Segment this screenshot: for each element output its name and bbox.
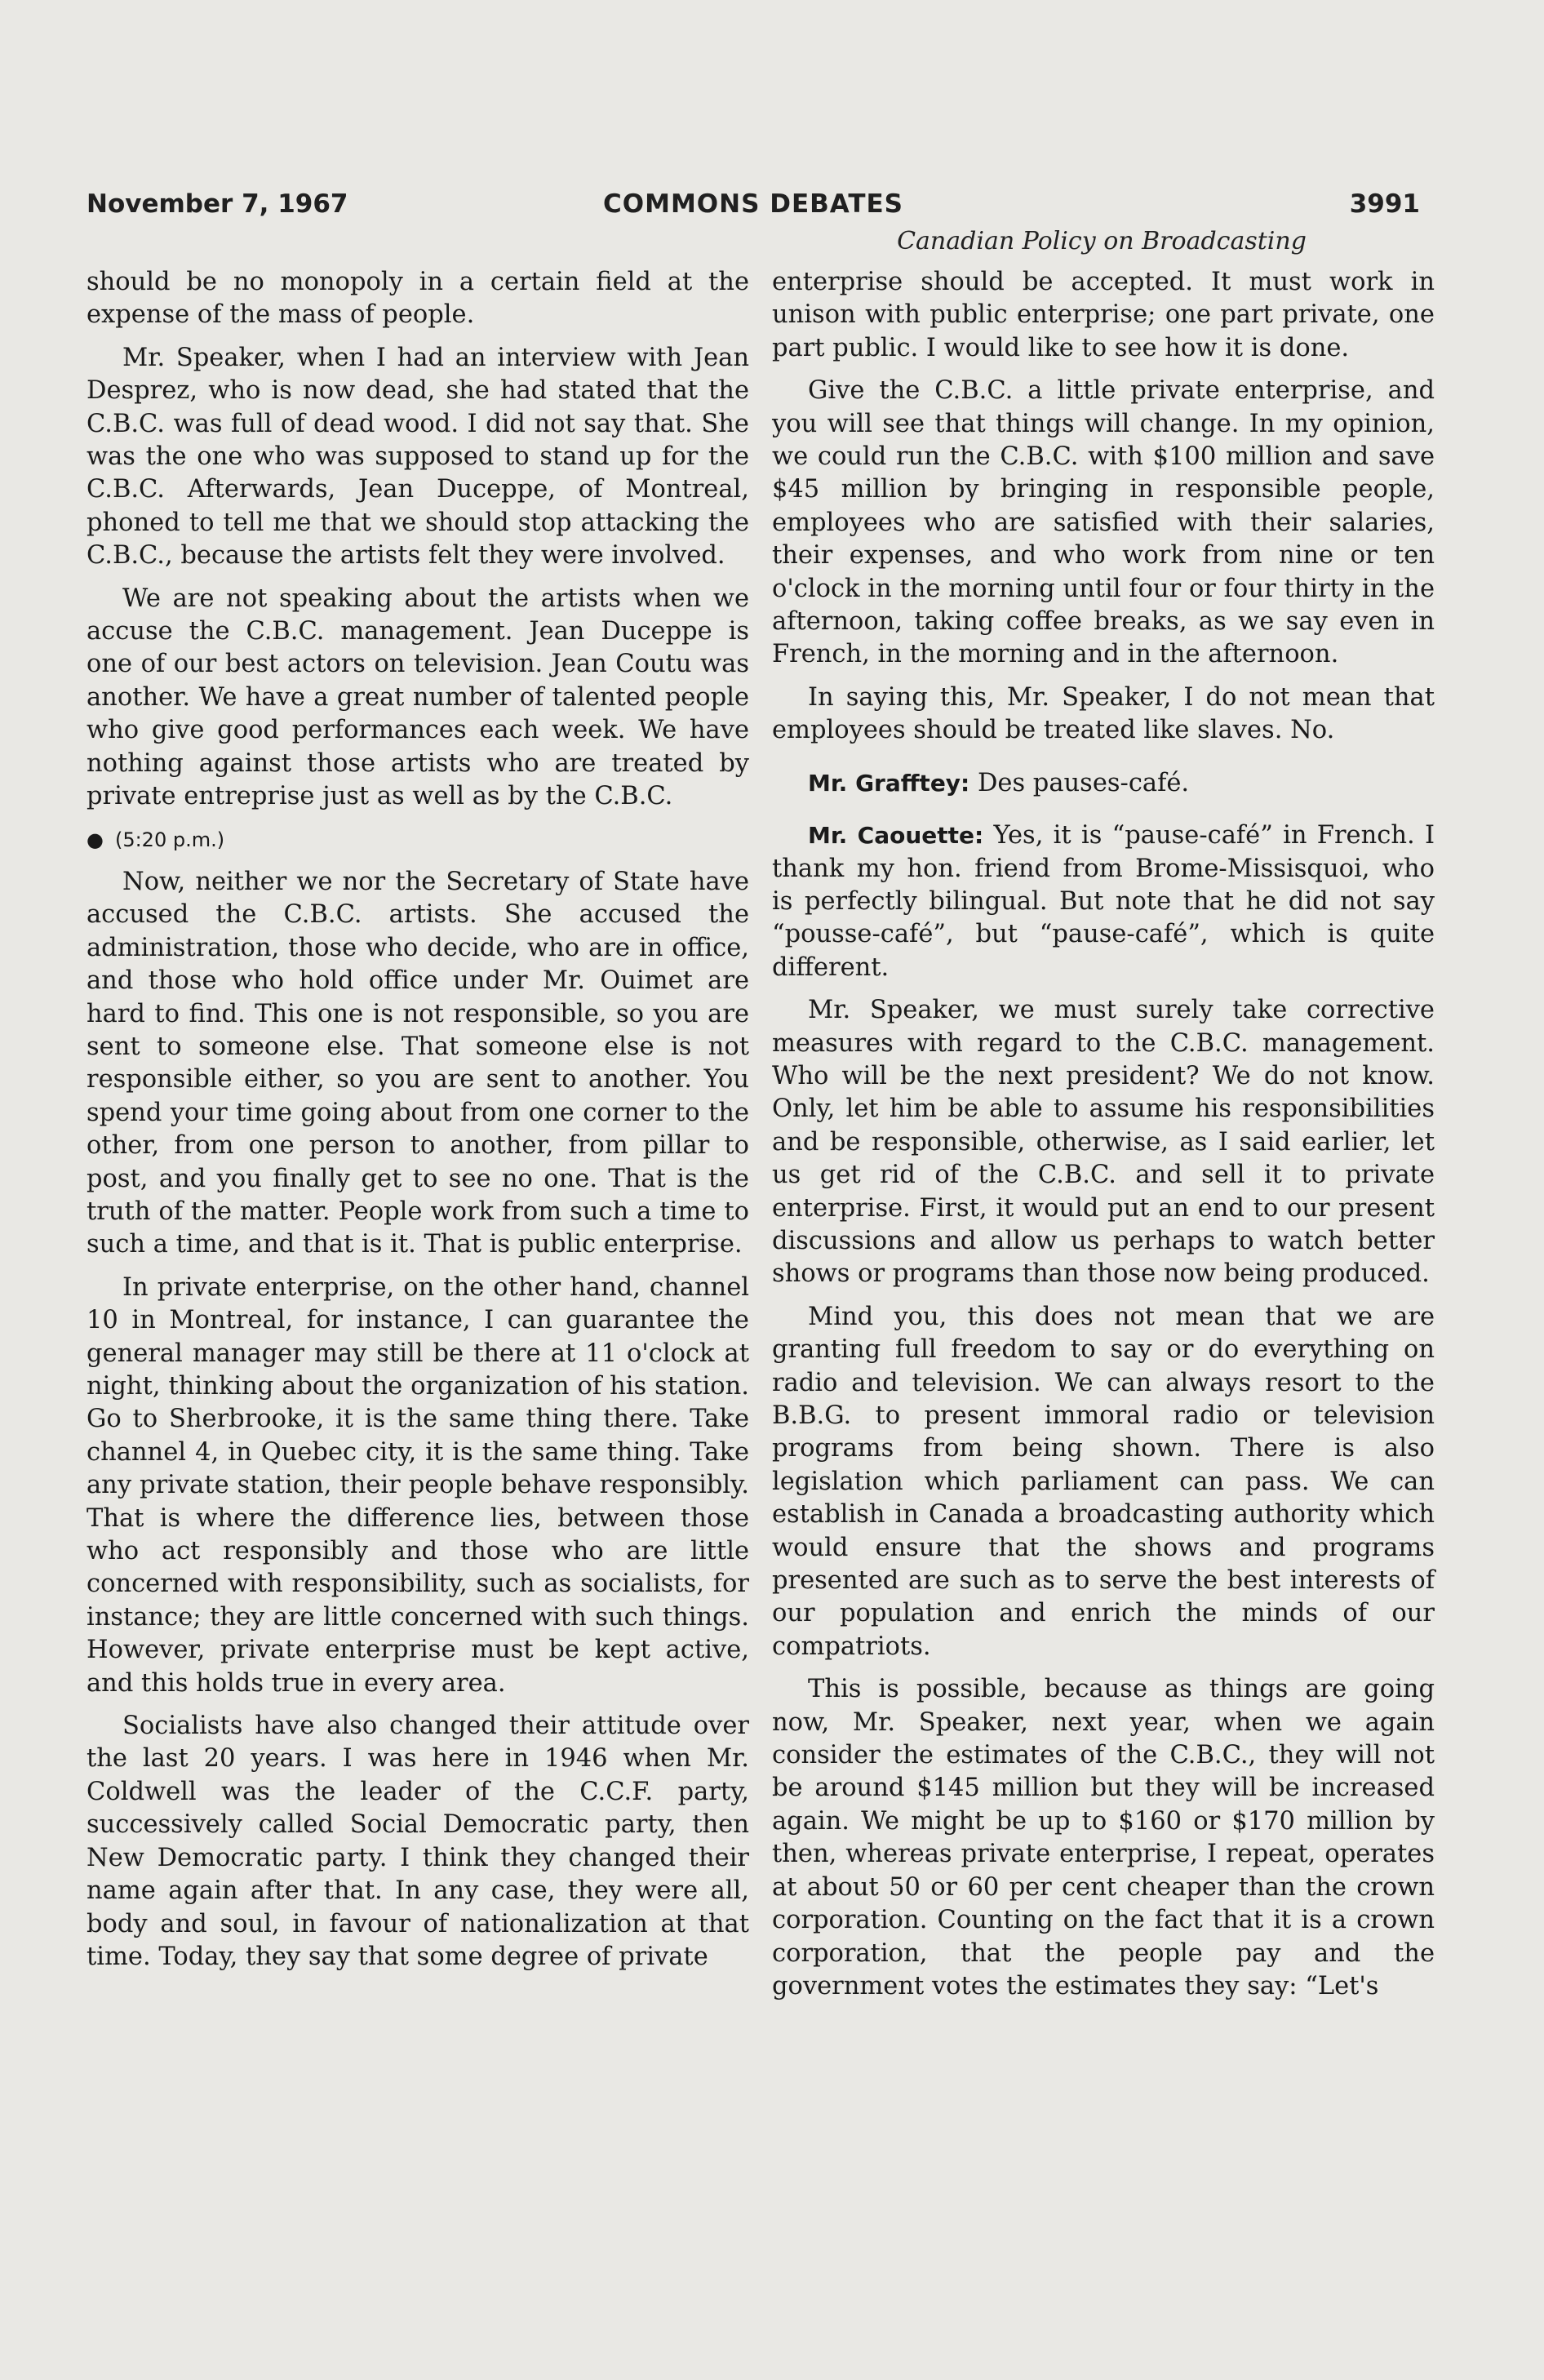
speaker-name-grafftey: Mr. Grafftey:: [808, 769, 970, 797]
header-page-number: 3991: [1349, 189, 1420, 219]
right-paragraph-5: [772, 819, 1435, 984]
left-paragraph-4: Now, neither we nor the Secretary of State have accused the C.B.C. artists. She accused the administration, those who decide, who are in office, and those who hold office under Mr. Ouimet are hard to find. This one is not responsible, so you are sent to someone else. That someone else is not responsible either, so you are sent to another. You spend your time going about from one corner to the other, from one person to another, from pillar to post, and you finally get to see no one. That is the truth of the matter. People work from such a time to such a time, and that is it. That is public enterprise.: [87, 867, 749, 1259]
header-date: November 7, 1967: [87, 189, 348, 219]
left-paragraph-1: should be no monopoly in a certain field at the expense of the mass of people.: [87, 268, 749, 330]
right-paragraph-4: [772, 767, 1435, 800]
left-paragraph-5: In private enterprise, on the other hand, channel 10 in Montreal, for instance, I can guarantee the general manager may still be there at 11 o'clock at night, thinking about the organization of his station. Go to Sherbrooke, it is the same thing there. Take channel 4, in Quebec city, it is the same thing. Take any private station, their people behave responsibly. That is where the difference lies, between those who act responsibly and those who are little concerned with responsibility, such as socialists, for instance; they are little concerned with such things. However, private enterprise must be kept active, and this holds true in every area.: [87, 1272, 749, 1698]
header-title: COMMONS DEBATES: [603, 189, 903, 219]
right-paragraph-3: In saying this, Mr. Speaker, I do not mean that employees should be treated like slaves. No.: [772, 682, 1435, 745]
right-paragraph-6: Mr. Speaker, we must surely take corrective measures with regard to the C.B.C. management. Who will be the next president? We do not know. Only, let him be able to assume his responsibilities and be responsible, otherwise, as I said earlier, let us get rid of the C.B.C. and sell it to private enterprise. First, it would put an end to our present discussions and allow us perhaps to watch better shows or programs than those now being produced.: [772, 996, 1435, 1289]
right-paragraph-8: This is possible, because as things are going now, Mr. Speaker, next year, when we again consider the estimates of the C.B.C., they will not be around $145 million but they will be increased again. We might be up to $160 or $170 million by then, whereas private enterprise, I repeat, operates at about 50 or 60 per cent cheaper than the crown corporation. Counting on the fact that it is a crown corporation, that the people pay and the government votes the estimates they say: “Let's: [772, 1675, 1435, 2000]
right-paragraph-7: Mind you, this does not mean that we are granting full freedom to say or do everything on radio and television. We can always resort to the B.B.G. to present immoral radio or television programs from being shown. There is also legislation which parliament can pass. We can establish in Canada a broadcasting authority which would ensure that the shows and programs presented are such as to serve the best interests of our population and enrich the minds of our compatriots.: [772, 1302, 1435, 1661]
timestamp-text: (5:20 p.m.): [114, 828, 225, 851]
page-header: [87, 189, 1420, 229]
speaker-name-caouette: Mr. Caouette:: [808, 822, 984, 850]
timestamp-marker: [87, 824, 749, 856]
section-subtitle: Canadian Policy on Broadcasting: [897, 227, 1307, 255]
right-paragraph-2: Give the C.B.C. a little private enterprise, and you will see that things will change. In my opinion, we could run the C.B.C. with $100 million and save $45 million by bringing in responsible people, employees who are satisfied with their salaries, their expenses, and who work from nine or ten o'clock in the morning until four or four thirty in the afternoon, taking coffee breaks, as we say even in French, in the morning and in the afternoon.: [772, 376, 1435, 669]
speech-caouette: Yes, it is “pause-café” in French. I thank my hon. friend from Brome-Missisquoi, who is perfectly bilingual. But note that he did not say “pousse-café”, but “pause-café”, which is quite different.: [772, 821, 1435, 982]
left-paragraph-3: We are not speaking about the artists when we accuse the C.B.C. management. Jean Duceppe is one of our best actors on television. Jean Coutu was another. We have a great number of talented people who give good performances each week. We have nothing against those artists who are treated by private entreprise just as well as by the C.B.C.: [87, 584, 749, 811]
left-paragraph-2: Mr. Speaker, when I had an interview with Jean Desprez, who is now dead, she had stated that the C.B.C. was full of dead wood. I did not say that. She was the one who was supposed to stand up for the C.B.C. Afterwards, Jean Duceppe, of Montreal, phoned to tell me that we should stop attacking the C.B.C., because the artists felt they were involved.: [87, 343, 749, 571]
bullet-icon: ●: [87, 828, 104, 851]
left-paragraph-6: Socialists have also changed their attitude over the last 20 years. I was here in 1946 when Mr. Coldwell was the leader of the C.C.F. party, successively called Social Democratic party, then New Democratic party. I think they changed their name again after that. In any case, they were all, body and soul, in favour of nationalization at that time. Today, they say that some degree of private: [87, 1712, 749, 1971]
right-paragraph-1: enterprise should be accepted. It must work in unison with public enterprise; one part private, one part public. I would like to see how it is done.: [772, 268, 1435, 362]
left-column: [87, 266, 749, 1983]
right-column: [772, 266, 1435, 2013]
speech-grafftey: Des pauses-café.: [969, 768, 1190, 797]
